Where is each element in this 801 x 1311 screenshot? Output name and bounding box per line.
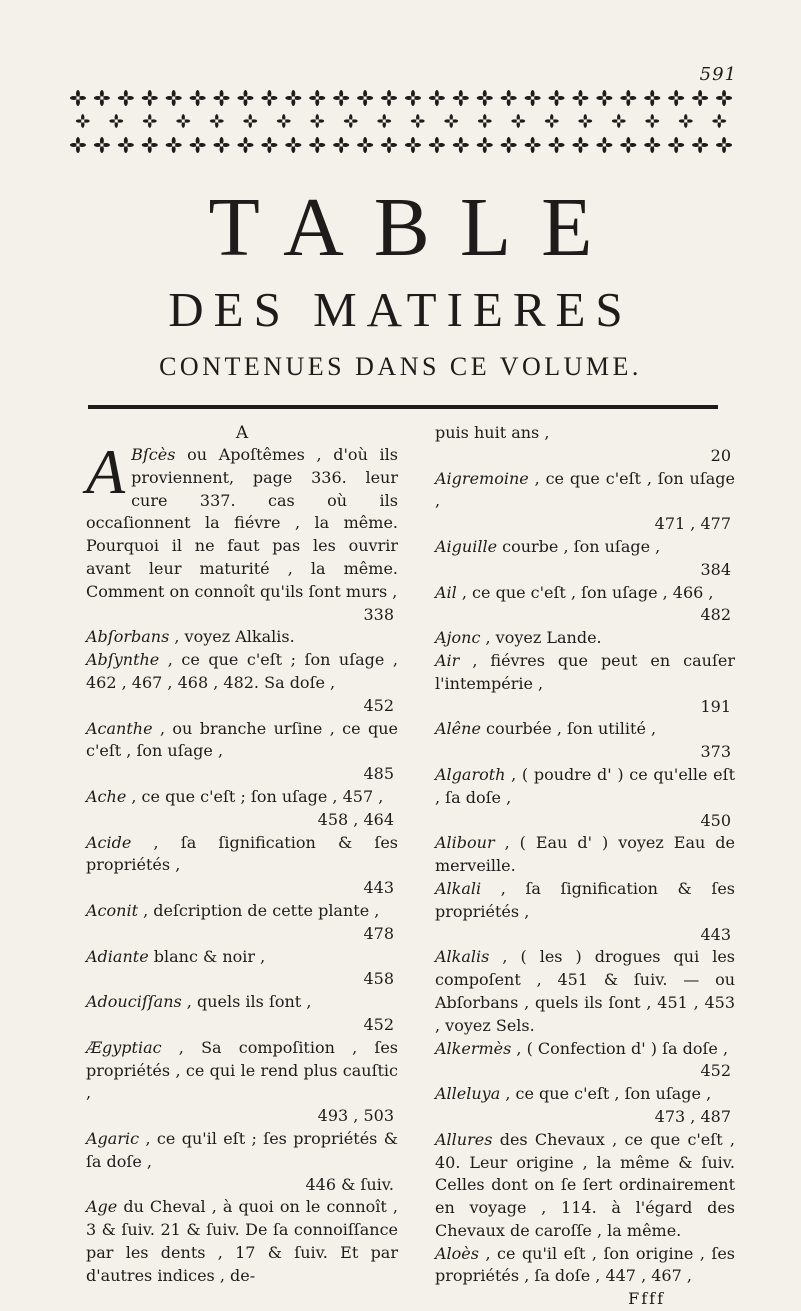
entry-headword: Adouciſſans: [86, 992, 182, 1012]
entry-page-refs: 482: [700, 605, 731, 625]
page-subtitle: DES MATIERES: [168, 282, 633, 337]
entry-page-refs: 452: [363, 695, 394, 715]
fleuron-icon: [277, 114, 291, 128]
entry-headword: Aconit: [86, 900, 138, 920]
entry-page-refs: 452: [363, 1014, 394, 1034]
entry-text: , ce que c'eſt ; ſon uſage , 457 ,: [126, 786, 384, 806]
fleuron-icon: [70, 137, 86, 153]
index-entry: [435, 764, 735, 832]
entry-page-refs: 493 , 503: [317, 1106, 394, 1126]
entry-page-refs: 443: [700, 924, 731, 944]
entry-headword: Agaric: [86, 1128, 140, 1148]
index-column-right: [435, 422, 735, 1311]
entry-text: , quels ils ſont ,: [181, 992, 312, 1012]
entry-text: , ce que c'eſt , ſon uſage ,: [500, 1084, 712, 1104]
entry-headword: Bſcès: [131, 445, 176, 464]
entry-page-refs: 20: [710, 445, 731, 465]
page-contents-line: CONTENUES DANS CE VOLUME.: [159, 352, 642, 381]
fleuron-icon: [94, 90, 110, 106]
fleuron-icon: [548, 90, 564, 106]
entry-text: du Cheval , à quoi on le connoît , 3 & ſuiv. 21 & ſuiv. De ſa connoiſſance par les dents , 17 & ſuiv. Et par d'autres indices , de-: [86, 1197, 398, 1285]
index-entry: [435, 1243, 735, 1289]
index-entry: [86, 1128, 398, 1196]
fleuron-icon: [716, 90, 732, 106]
index-entry: [86, 832, 398, 900]
entry-text: , fiévres que peut en cauſer l'intempérie ,: [435, 650, 735, 693]
fleuron-icon: [692, 137, 708, 153]
fleuron-icon: [478, 114, 492, 128]
entry-headword: Alêne: [435, 719, 481, 739]
fleuron-icon: [237, 90, 253, 106]
fleuron-icon: [210, 114, 224, 128]
entry-text: ou Apoſtêmes , d'où ils proviennent, page 336. leur cure 337. cas où ils occaſionnent la fiévre , la même. Pourquoi il ne faut pas les ouvrir avant leur maturité , la même. Comment on connoît qu'ils ſont murs ,: [86, 445, 398, 601]
entry-text: , ce que c'eſt ; ſon uſage , 462 , 467 , 468 , 482. Sa doſe ,: [86, 650, 398, 692]
index-entry: [435, 832, 735, 878]
entry-text: , ce que c'eſt , ſon uſage , 466 ,: [456, 582, 714, 602]
fleuron-icon: [109, 114, 123, 128]
entry-page-refs: 458 , 464: [317, 809, 394, 829]
fleuron-icon: [612, 114, 626, 128]
fleuron-icon: [237, 137, 253, 153]
fleuron-icon: [344, 114, 358, 128]
entry-page-refs: 478: [363, 923, 394, 943]
index-entry: [86, 991, 398, 1037]
fleuron-icon: [572, 90, 588, 106]
fleuron-icon: [501, 90, 517, 106]
fleuron-icon: [453, 137, 469, 153]
entry-headword: Alkali: [435, 878, 482, 898]
fleuron-icon: [596, 137, 612, 153]
fleuron-icon: [357, 90, 373, 106]
fleuron-icon: [166, 90, 182, 106]
entry-text: , ce que c'eſt , ſon uſage ,: [435, 468, 735, 511]
index-entry: [86, 626, 398, 649]
entry-headword: Ajonc: [435, 628, 481, 648]
entry-text: , ſa ſignification & ſes propriétés ,: [86, 832, 398, 875]
index-entry: [435, 1038, 735, 1084]
fleuron-icon: [578, 114, 592, 128]
signature-mark: Ffff: [628, 1289, 665, 1309]
fleuron-icon: [190, 90, 206, 106]
entry-page-refs: 450: [700, 810, 731, 830]
index-entry: [86, 946, 398, 992]
fleuron-icon: [118, 137, 134, 153]
fleuron-icon: [176, 114, 190, 128]
fleuron-icon: [166, 137, 182, 153]
fleuron-icon: [94, 137, 110, 153]
index-entry: [86, 786, 398, 832]
entry-headword: Acanthe: [86, 718, 153, 738]
fleuron-icon: [213, 137, 229, 153]
fleuron-icon: [310, 114, 324, 128]
entry-page-refs: 485: [363, 764, 394, 784]
fleuron-icon: [261, 137, 277, 153]
entry-headword: Aloès: [435, 1243, 479, 1263]
entry-text: , deſcription de cette plante ,: [138, 900, 380, 920]
entry-text: courbée , ſon utilité ,: [480, 719, 657, 739]
entry-text: , ce qu'il eſt ; ſes propriétés & ſa doſe ,: [86, 1128, 398, 1171]
entry-headword: Abſynthe: [86, 650, 160, 670]
index-entry: [435, 468, 735, 536]
fleuron-icon: [620, 90, 636, 106]
fleuron-icon: [381, 137, 397, 153]
entry-list: [86, 436, 398, 1287]
fleuron-icon: [453, 90, 469, 106]
entry-text: , ( Confection d' ) ſa doſe ,: [511, 1038, 729, 1058]
index-entry: [86, 1196, 398, 1287]
entry-text: blanc & noir ,: [148, 946, 266, 966]
entry-headword: Air: [435, 650, 460, 670]
entry-headword: Ache: [86, 786, 127, 806]
entry-headword: Adiante: [86, 946, 149, 966]
fleuron-icon: [357, 137, 373, 153]
entry-text: , ſa ſignification & ſes propriétés ,: [435, 878, 735, 921]
fleuron-icon: [572, 137, 588, 153]
title-rule: [88, 405, 718, 409]
fleuron-icon: [501, 137, 517, 153]
entry-headword: Alkalis: [435, 947, 490, 967]
fleuron-icon: [285, 137, 301, 153]
fleuron-icon: [142, 90, 158, 106]
page-title: TABLE: [208, 181, 623, 274]
fleuron-icon: [596, 90, 612, 106]
entry-headword: Acide: [86, 832, 132, 852]
entry-headword: Alleluya: [435, 1084, 501, 1104]
fleuron-icon: [668, 90, 684, 106]
entry-headword: Algaroth: [435, 764, 506, 784]
fleuron-icon: [285, 90, 301, 106]
index-entry: [86, 900, 398, 946]
fleuron-icon: [405, 90, 421, 106]
entry-page-refs: 384: [700, 559, 731, 579]
fleuron-icon: [309, 90, 325, 106]
fleuron-icon: [644, 137, 660, 153]
entry-page-refs: 473 , 487: [654, 1106, 731, 1126]
entry-text: , ( les ) drogues qui les compoſent , 451 & ſuiv. — ou Abſorbans , quels ils ſont , 451 , 453 , voyez Sels.: [435, 947, 735, 1035]
index-entry: [435, 946, 735, 1037]
entry-page-refs: 471 , 477: [654, 514, 731, 534]
index-entry: [435, 1083, 735, 1129]
fleuron-icon: [76, 114, 90, 128]
entry-page-refs: 452: [700, 1061, 731, 1081]
fleuron-icon: [70, 90, 86, 106]
fleuron-icon: [333, 90, 349, 106]
entry-text: , ce qu'il eſt , ſon origine , ſes propriétés , ſa doſe , 447 , 467 ,: [435, 1243, 735, 1286]
fleuron-icon: [333, 137, 349, 153]
entry-text: , ou branche urſine , ce que c'eſt , ſon uſage ,: [86, 718, 398, 761]
fleuron-icon: [405, 137, 421, 153]
entry-headword: Abſorbans: [86, 627, 170, 647]
entry-page-refs: 458: [363, 969, 394, 989]
fleuron-icon: [429, 137, 445, 153]
entry-headword: Aiguille: [435, 536, 498, 556]
entry-text: , voyez Alkalis.: [169, 627, 295, 647]
entry-headword: Alibour: [435, 833, 495, 853]
fleuron-icon: [118, 90, 134, 106]
entry-text: , ( poudre d' ) ce qu'elle eſt , ſa doſe ,: [435, 764, 735, 807]
index-entry: [435, 536, 735, 582]
index-entry: [86, 649, 398, 717]
index-entry: [435, 718, 735, 764]
fleuron-icon: [477, 90, 493, 106]
entry-page-refs: 338: [363, 604, 394, 624]
fleuron-icon: [712, 114, 726, 128]
fleuron-icon: [243, 114, 257, 128]
entry-text: , ( Eau d' ) voyez Eau de merveille.: [435, 833, 735, 876]
fleuron-icon: [142, 137, 158, 153]
entry-list: [435, 422, 735, 1288]
entry-headword: Allures: [435, 1129, 493, 1149]
fleuron-icon: [525, 137, 541, 153]
entry-headword: Ail: [435, 582, 457, 602]
fleuron-icon: [511, 114, 525, 128]
index-entry: [435, 422, 735, 468]
fleuron-icon: [525, 90, 541, 106]
entry-text: , voyez Lande.: [480, 628, 602, 648]
index-entry: [435, 650, 735, 718]
entry-page-refs: 191: [700, 696, 731, 716]
entry-text: courbe , ſon uſage ,: [497, 536, 661, 556]
fleuron-icon: [190, 137, 206, 153]
fleuron-icon: [668, 137, 684, 153]
index-entry: [435, 582, 735, 628]
entry-headword: Age: [86, 1197, 118, 1217]
fleuron-icon: [692, 90, 708, 106]
index-entry: [435, 878, 735, 946]
index-entry: [435, 1129, 735, 1243]
entry-page-refs: 443: [363, 878, 394, 898]
drop-cap: A: [86, 436, 126, 507]
fleuron-icon: [548, 137, 564, 153]
fleuron-icon: [213, 90, 229, 106]
index-column-left: [86, 422, 398, 1287]
entry-text: , Sa compoſition , ſes propriétés , ce qui le rend plus cauſtic ,: [86, 1037, 398, 1103]
entry-headword: Alkermès: [435, 1038, 512, 1058]
fleuron-border-icon: [66, 88, 736, 158]
entry-headword: Aigremoine: [435, 468, 529, 488]
fleuron-icon: [261, 90, 277, 106]
entry-text: puis huit ans ,: [435, 423, 550, 442]
fleuron-icon: [620, 137, 636, 153]
entry-text: des Chevaux , ce que c'eſt , 40. Leur origine , la même & ſuiv. Celles dont on ſe ſert ordinairement en voyage , 114. à l'égard des Chevaux de caroſſe , la même.: [435, 1129, 735, 1240]
fleuron-icon: [143, 114, 157, 128]
fleuron-icon: [679, 114, 693, 128]
fleuron-icon: [716, 137, 732, 153]
fleuron-icon: [644, 90, 660, 106]
fleuron-icon: [645, 114, 659, 128]
fleuron-icon: [381, 90, 397, 106]
fleuron-icon: [545, 114, 559, 128]
fleuron-icon: [477, 137, 493, 153]
page-number: 591: [699, 64, 737, 85]
section-letter: A: [235, 423, 249, 443]
index-entry: [435, 627, 735, 650]
index-entry: [86, 718, 398, 786]
entry-headword: Ægyptiac: [86, 1037, 162, 1057]
fleuron-icon: [429, 90, 445, 106]
fleuron-icon: [309, 137, 325, 153]
fleuron-icon: [377, 114, 391, 128]
fleuron-icon: [444, 114, 458, 128]
entry-page-refs: 373: [700, 742, 731, 762]
entry-page-refs: 446 & ſuiv.: [305, 1174, 394, 1194]
index-entry: [86, 1037, 398, 1128]
index-entry: [86, 436, 398, 626]
fleuron-icon: [411, 114, 425, 128]
